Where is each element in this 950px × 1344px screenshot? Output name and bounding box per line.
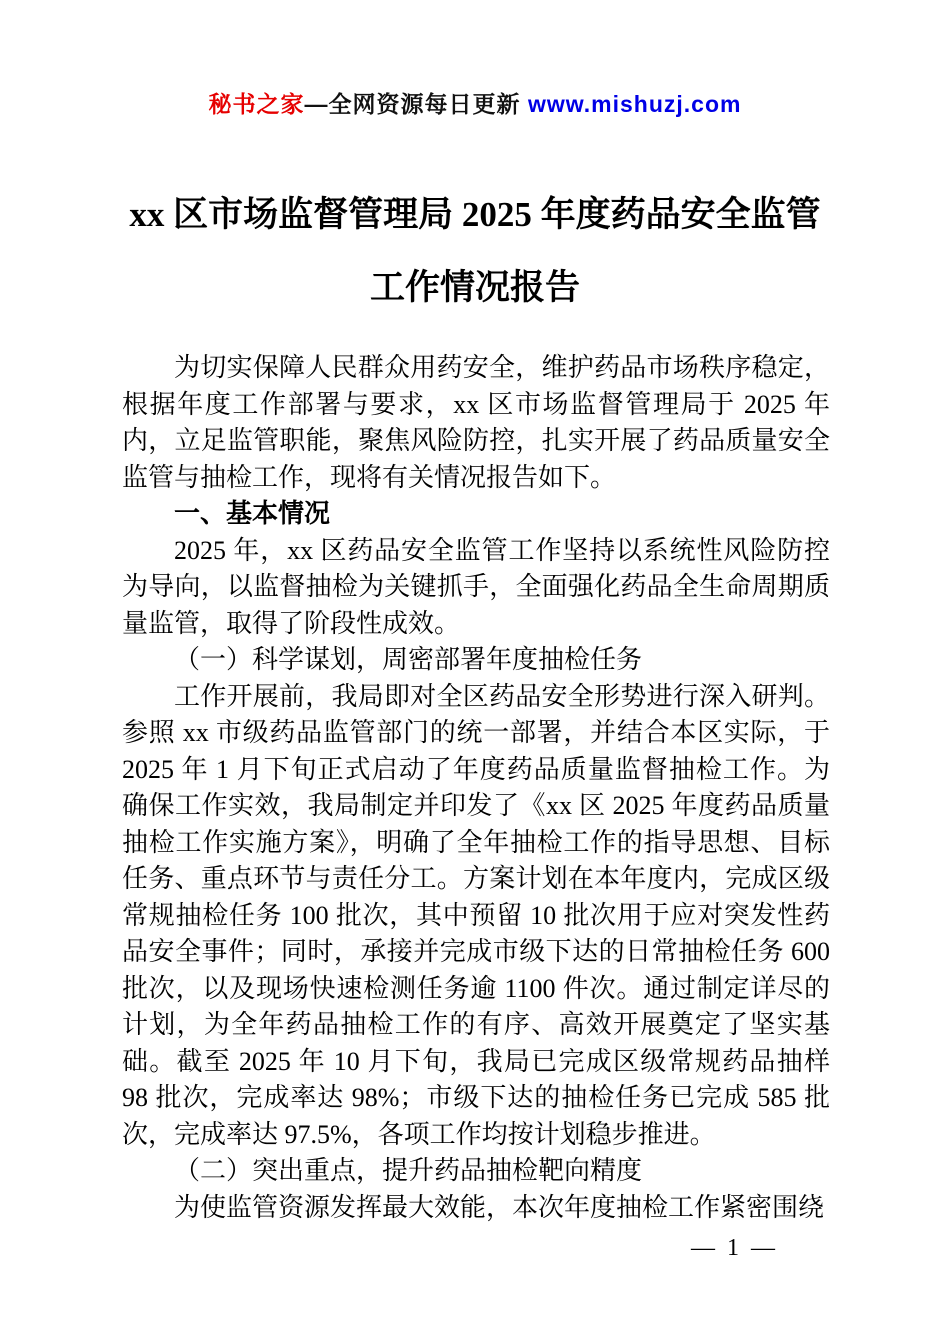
subsection-heading-1-1: （一）科学谋划，周密部署年度抽检任务 bbox=[174, 645, 643, 674]
section-1-overview-paragraph: 2025 年，xx 区药品安全监管工作坚持以系统性风险防控为导向，以监督抽检为关键抓手，全面强化药品全生命周期质量监管，取得了阶段性成效。 bbox=[122, 535, 830, 638]
site-tagline: —全网资源每日更新 bbox=[304, 91, 528, 117]
document-title-line-1: xx 区市场监督管理局 2025 年度药品安全监管 bbox=[129, 195, 821, 234]
document-body bbox=[122, 350, 830, 1226]
site-url-link[interactable]: www.mishuzj.com bbox=[527, 91, 742, 117]
subsection-heading-1-2: （二）突出重点，提升药品抽检靶向精度 bbox=[174, 1156, 643, 1185]
page-footer bbox=[691, 1235, 778, 1262]
subsection-1-1-paragraph: 工作开展前，我局即对全区药品安全形势进行深入研判。参照 xx 市级药品监管部门的统一部署，并结合本区实际，于 2025 年 1 月下旬正式启动了年度药品质量监督抽检工作。为确保工作实效，我局制定并印发了《xx 区 2025 年度药品质量抽检工作实施方案》，明确了全年抽检工作的指导思想、目标任务、重点环节与责任分工。方案计划在本年度内，完成区级常规抽检任务 100 批次，其中预留 10 批次用于应对突发性药品安全事件；同时，承接并完成市级下达的日常抽检任务 600 批次，以及现场快速检测任务逾 1100 件次。通过制定详尽的计划，为全年药品抽检工作的有序、高效开展奠定了坚实基础。截至 2025 年 10 月下旬，我局已完成区级常规药品抽样 98 批次，完成率达 98%；市级下达的抽检任务已完成 585 批次，完成率达 97.5%，各项工作均按计划稳步推进。 bbox=[122, 681, 830, 1149]
document-title-line-2: 工作情况报告 bbox=[369, 268, 580, 307]
site-name: 秘书之家 bbox=[208, 91, 305, 117]
section-heading-1: 一、基本情况 bbox=[174, 499, 331, 528]
page-number: — 1 — bbox=[691, 1235, 778, 1261]
intro-paragraph: 为切实保障人民群众用药安全，维护药品市场秩序稳定，根据年度工作部署与要求，xx 区市场监督管理局于 2025 年内，立足监管职能，聚焦风险防控，扎实开展了药品质量安全监管与抽检工作，现将有关情况报告如下。 bbox=[122, 353, 830, 492]
site-header bbox=[0, 86, 950, 119]
document-title bbox=[55, 178, 895, 324]
subsection-1-2-paragraph: 为使监管资源发挥最大效能，本次年度抽检工作紧密围绕 bbox=[174, 1192, 825, 1222]
